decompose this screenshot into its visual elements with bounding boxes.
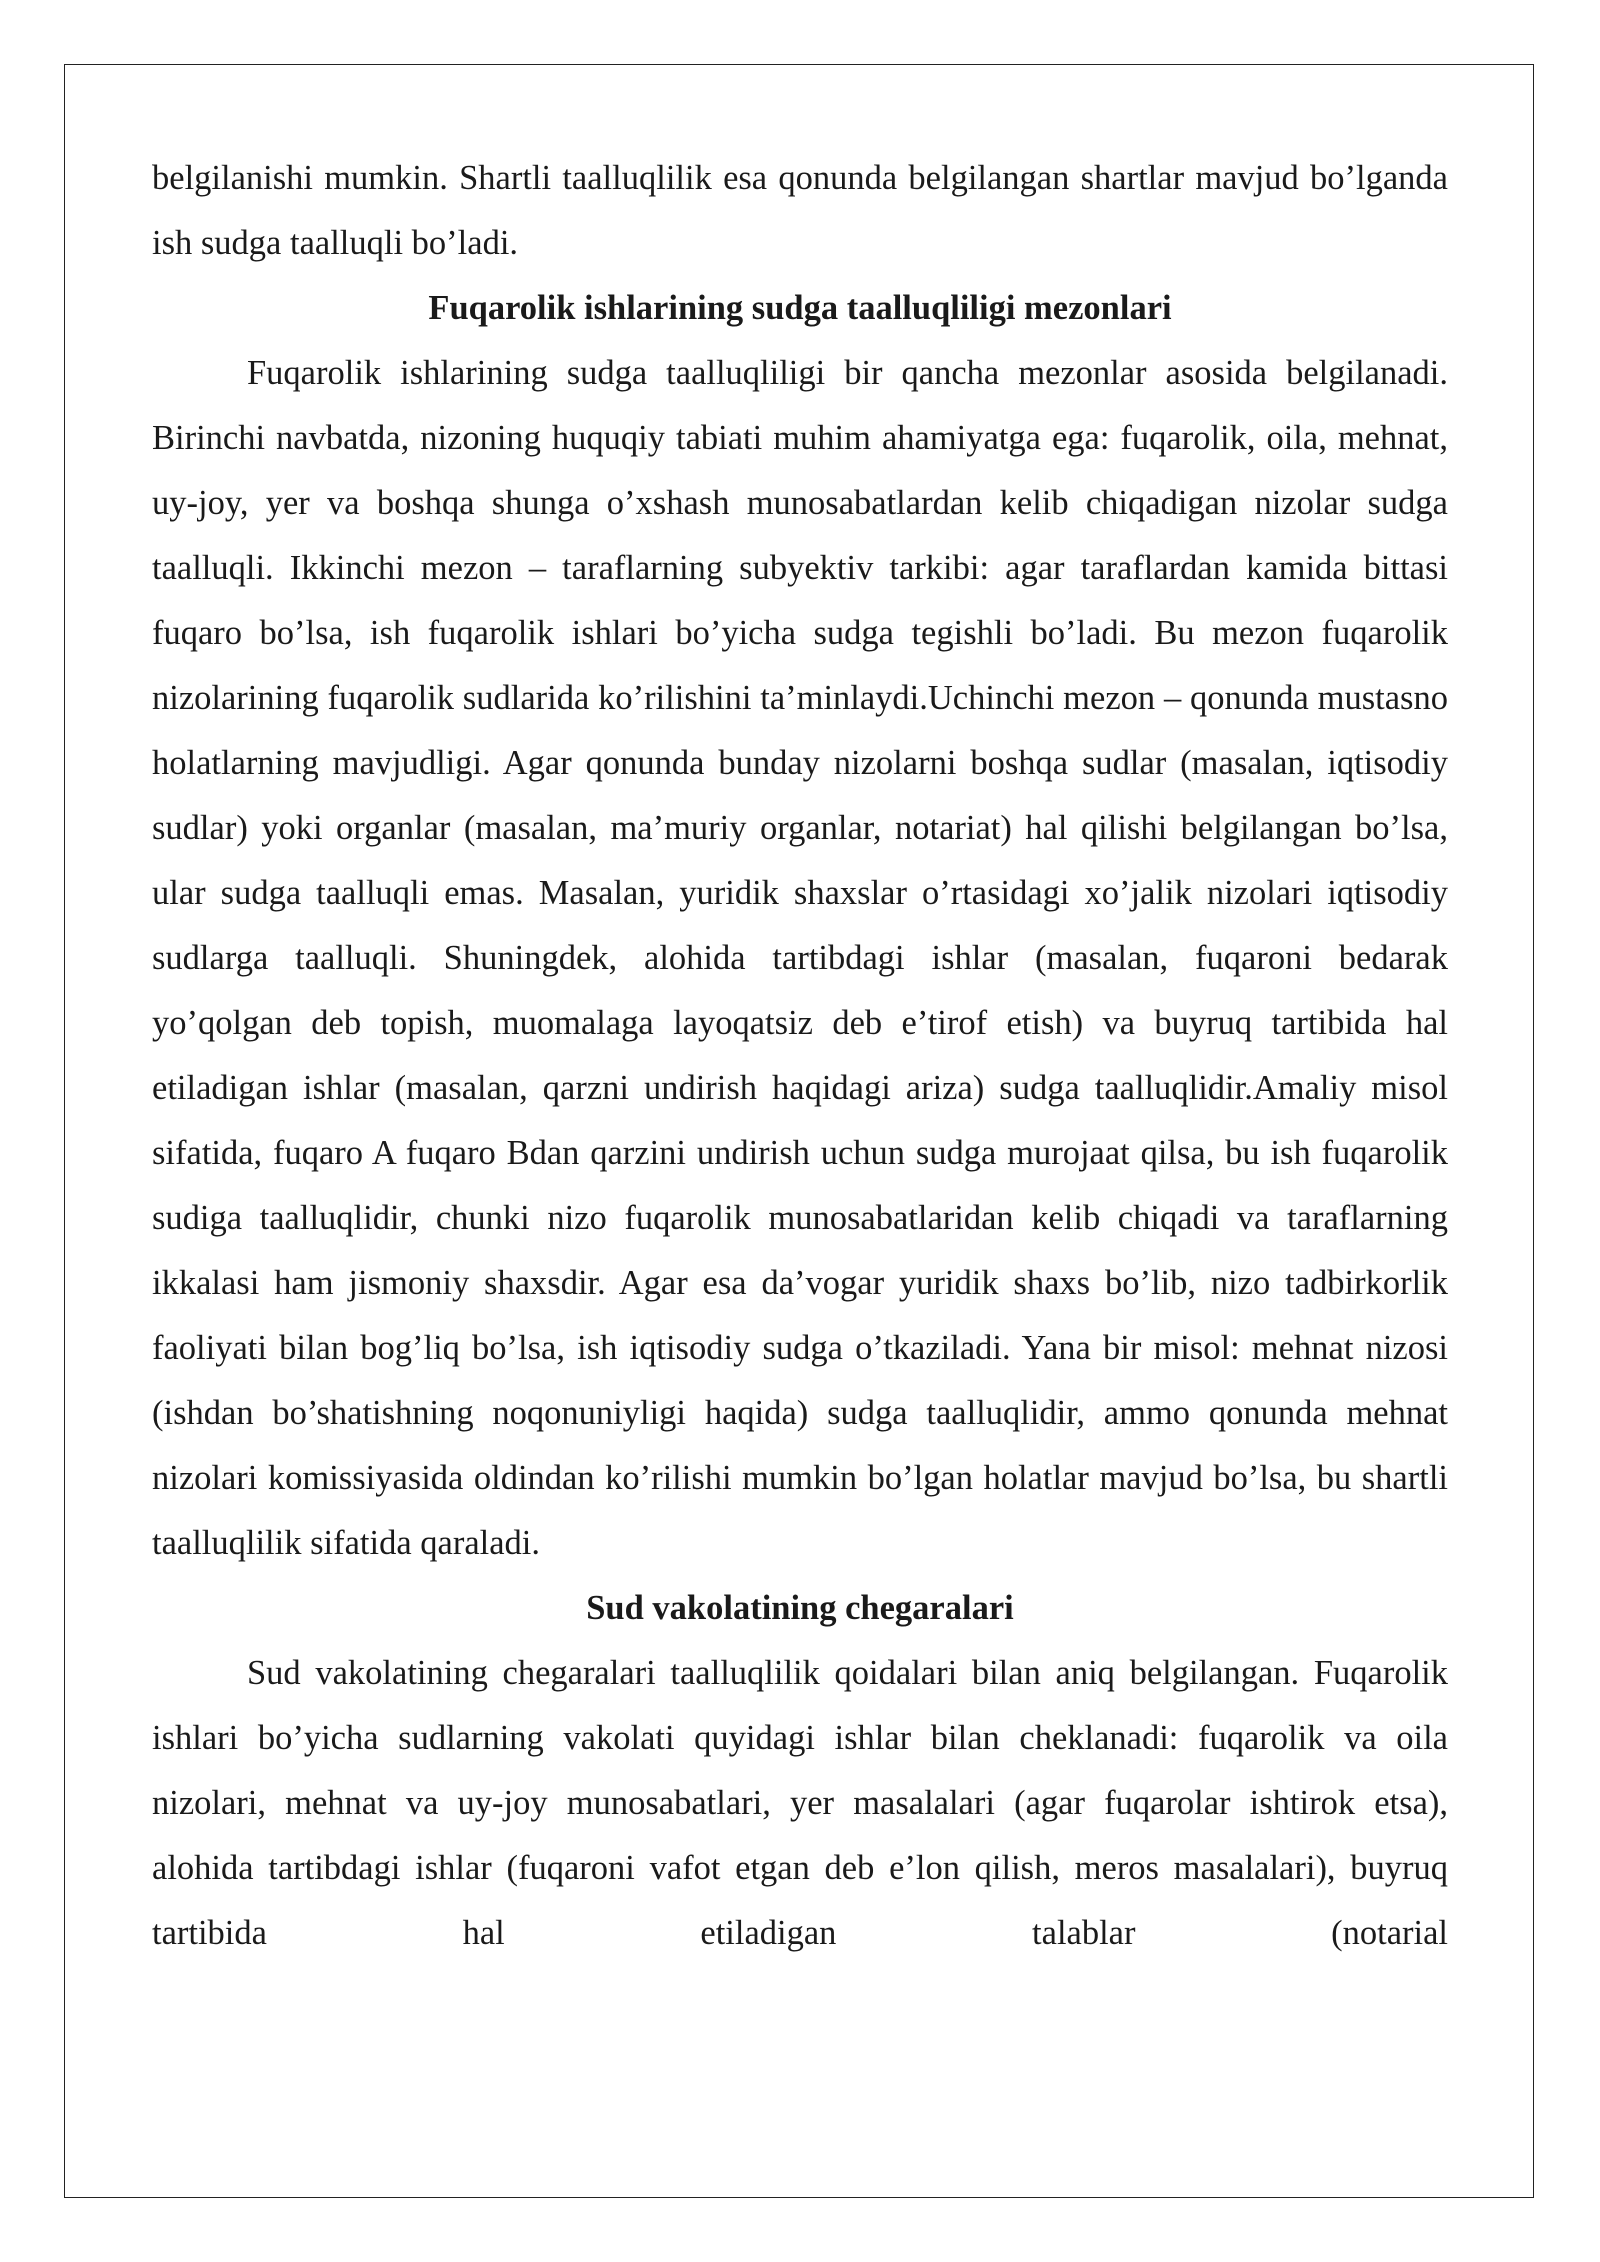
section-heading-criteria: Fuqarolik ishlarining sudga taalluqliligi mezonlari (428, 289, 1172, 327)
section-heading-court-limits: Sud vakolatining chegaralari (586, 1589, 1014, 1627)
document-body (152, 146, 1448, 1966)
paragraph-criteria: Fuqarolik ishlarining sudga taalluqliligi bir qancha mezonlar asosida belgilanadi. Birinchi navbatda, nizoning huquqiy tabiati muhim ahamiyatga ega: fuqarolik, oila, mehnat, uy-joy, yer va boshqa shunga o’xshash munosabatlardan kelib chiqadigan nizolar sudga taalluqli. Ikkinchi mezon – taraflarning subyektiv tarkibi: agar taraflardan kamida bittasi fuqaro bo’lsa, ish fuqarolik ishlari bo’yicha sudga tegishli bo’ladi. Bu mezon fuqarolik nizolarining fuqarolik sudlarida ko’rilishini ta’minlaydi.Uchinchi mezon – qonunda mustasno holatlarning mavjudligi. Agar qonunda bunday nizolarni boshqa sudlar (masalan, iqtisodiy sudlar) yoki organlar (masalan, ma’muriy organlar, notariat) hal qilishi belgilangan bo’lsa, ular sudga taalluqli emas. Masalan, yuridik shaxslar o’rtasidagi xo’jalik nizolari iqtisodiy sudlarga taalluqli. Shuningdek, alohida tartibdagi ishlar (masalan, fuqaroni bedarak yo’qolgan deb topish, muomalaga layoqatsiz deb e’tirof etish) va buyruq tartibida hal etiladigan ishlar (masalan, qarzni undirish haqidagi ariza) sudga taalluqlidir.Amaliy misol sifatida, fuqaro A fuqaro Bdan qarzini undirish uchun sudga murojaat qilsa, bu ish fuqarolik sudiga taalluqlidir, chunki nizo fuqarolik munosabatlaridan kelib chiqadi va taraflarning ikkalasi ham jismoniy shaxsdir. Agar esa da’vogar yuridik shaxs bo’lib, nizo tadbirkorlik faoliyati bilan bog’liq bo’lsa, ish iqtisodiy sudga o’tkaziladi. Yana bir misol: mehnat nizosi (ishdan bo’shatishning noqonuniyligi haqida) sudga taalluqlidir, ammo qonunda mehnat nizolari komissiyasida oldindan ko’rilishi mumkin bo’lgan holatlar mavjud bo’lsa, bu shartli taalluqlilik sifatida qaraladi. (152, 354, 1448, 1562)
paragraph-continuation: belgilanishi mumkin. Shartli taalluqlilik esa qonunda belgilangan shartlar mavjud bo’lganda ish sudga taalluqli bo’ladi. (152, 159, 1448, 262)
paragraph-court-limits: Sud vakolatining chegaralari taalluqlilik qoidalari bilan aniq belgilangan. Fuqarolik ishlari bo’yicha sudlarning vakolati quyidagi ishlar bilan cheklanadi: fuqarolik va oila nizolari, mehnat va uy-joy munosabatlari, yer masalalari (agar fuqarolar ishtirok etsa), alohida tartibdagi ishlar (fuqaroni vafot etgan deb e’lon qilish, meros masalalari), buyruq tartibida hal etiladigan talablar (notarial (152, 1654, 1448, 1952)
